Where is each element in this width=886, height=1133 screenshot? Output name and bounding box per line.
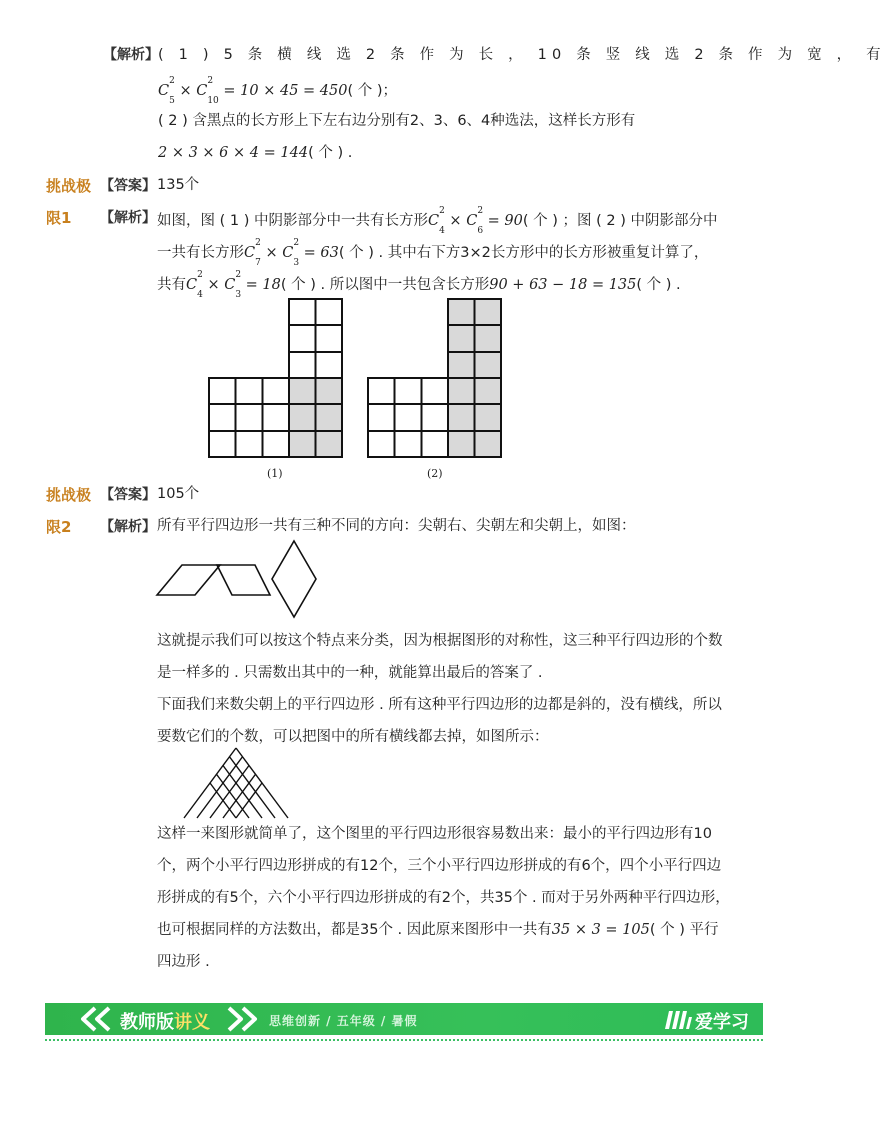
brand-logo-icon [663, 1007, 693, 1031]
figure-caption: (2) [427, 467, 443, 480]
answer-value: 105个 [157, 486, 200, 502]
analysis-line: 共有$C^2$ $_4 \times C^2$ $_3$ = 18( 个 ) . 所以图中一共包含长方形90 + 63 − 18 = 135( 个 ) . [157, 270, 681, 300]
grid-figure-2 [364, 295, 504, 465]
limit-label: 限1 [46, 209, 72, 227]
level-label: 挑战极 [46, 177, 92, 195]
analysis-line: 如图，图 ( 1 ) 中阴影部分中一共有长方形$C^2$ $_4 \times C^2$ $_6$ = 90( 个 ) ；图 ( 2 ) 中阴影部分中 [157, 206, 718, 236]
analysis-line: 个，两个小平行四边形拼成的有12个，三个小平行四边形拼成的有6个，四个小平行四边 [157, 858, 722, 874]
analysis-tag: 【解析】 [103, 47, 159, 63]
footer-brand: 爱学习 [695, 1012, 749, 1033]
answer-tag: 【答案】 [100, 487, 156, 503]
footer-dotted-rule [45, 1039, 763, 1041]
footer-banner [45, 1003, 763, 1035]
footer-subtitle: 思维创新 / 五年级 / 暑假 [269, 1014, 418, 1028]
triangle-lattice-figure [180, 742, 296, 822]
analysis-line: 也可根据同样的方法数出，都是35个 . 因此原来图形中一共有35 × 3 = 105( 个 ) 平行 [157, 922, 719, 938]
analysis-line: 这就提示我们可以按这个特点来分类，因为根据图形的对称性，这三种平行四边形的个数 [157, 633, 723, 649]
analysis-line: 是一样多的 . 只需数出其中的一种，就能算出最后的答案了 . [157, 665, 543, 681]
analysis-line: 形拼成的有5个，六个小平行四边形拼成的有2个，共35个 . 而对于另外两种平行四边形， [157, 890, 730, 906]
analysis-line: 要数它们的个数，可以把图中的所有横线都去掉，如图所示： [157, 729, 549, 745]
analysis-line: 下面我们来数尖朝上的平行四边形 . 所有这种平行四边形的边都是斜的，没有横线，所以 [157, 697, 722, 713]
double-chevron-right-icon [221, 1006, 265, 1032]
formula-line: $C^2$ $_5 \times C^2$ $_{10}$ = 10 × 45 = 450( 个 )； [158, 76, 398, 106]
analysis-line: ( 2 ) 含黑点的长方形上下左右边分别有2、3、6、4种选法，这样长方形有 [158, 113, 636, 129]
figure-caption: (1) [267, 467, 283, 480]
analysis-tag: 【解析】 [100, 519, 156, 535]
grid-figure-1 [205, 295, 345, 465]
analysis-line: ( 1 ) 5 条 横 线 选 2 条 作 为 长 ， 10 条 竖 线 选 2 条 作 为 宽 ， 有 [158, 47, 886, 63]
limit-label: 限2 [46, 518, 72, 536]
double-chevron-left-icon [75, 1006, 119, 1032]
answer-value: 135个 [157, 177, 200, 193]
formula-value: = 10 × 45 = 450 [218, 82, 348, 99]
parallelogram-directions-figure [150, 537, 325, 622]
analysis-line: 这样一来图形就简单了，这个图里的平行四边形很容易数出来：最小的平行四边形有10 [157, 826, 712, 842]
answer-tag: 【答案】 [100, 178, 156, 194]
analysis-line: 一共有长方形$C^2$ $_7 \times C^2$ $_3$ = 63( 个 ) . 其中右下方3×2长方形中的长方形被重复计算了， [157, 238, 709, 268]
formula-line: 2 × 3 × 6 × 4 = 144( 个 ) . [158, 145, 353, 161]
analysis-line: 四边形 . [157, 954, 210, 970]
footer-title: 教师版讲义 [120, 1012, 210, 1033]
level-label: 挑战极 [46, 486, 92, 504]
analysis-line: 所有平行四边形一共有三种不同的方向：尖朝右、尖朝左和尖朝上，如图： [157, 518, 636, 534]
analysis-tag: 【解析】 [100, 210, 156, 226]
